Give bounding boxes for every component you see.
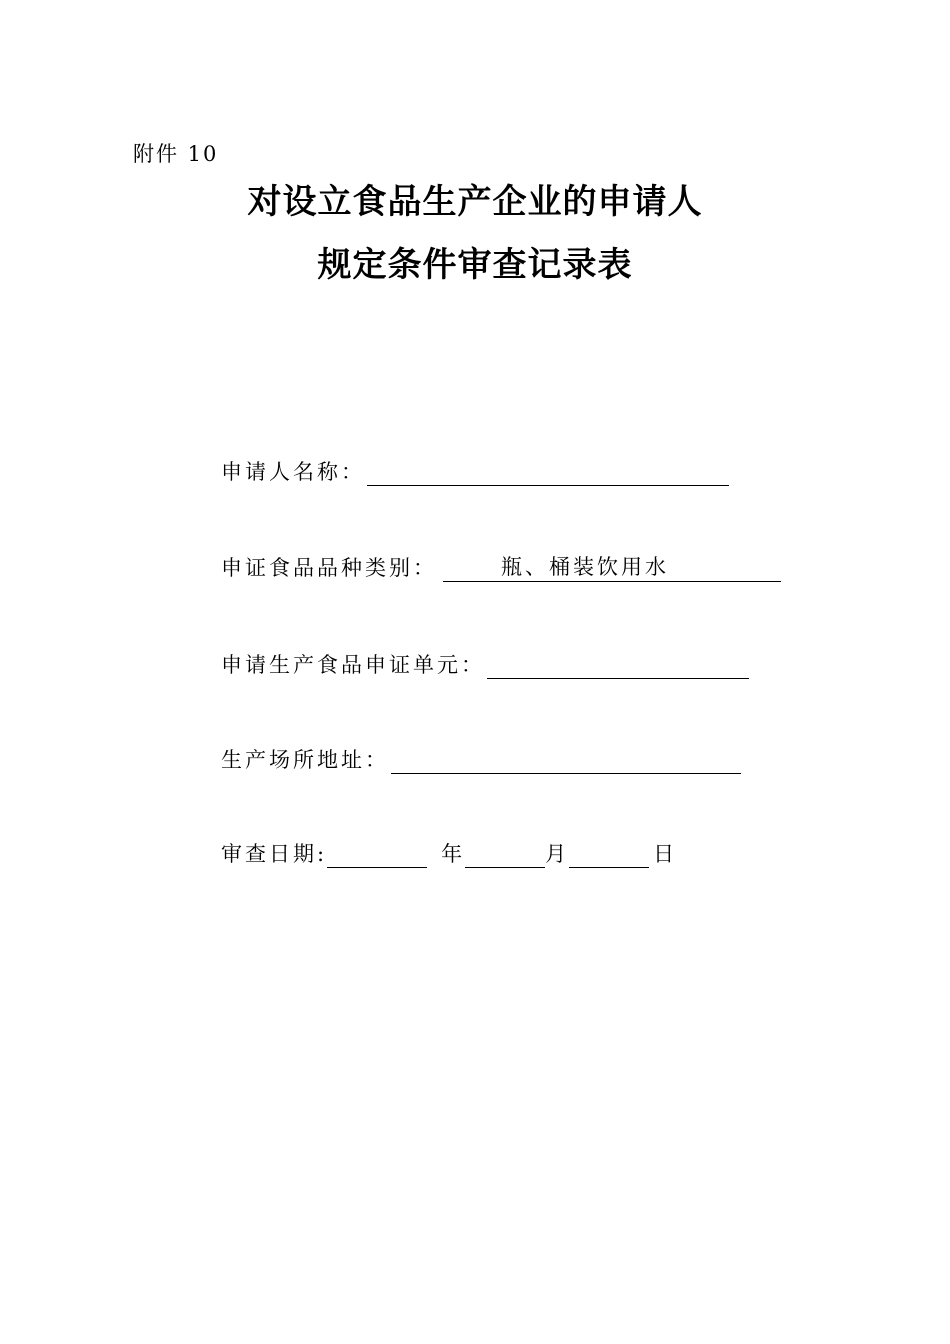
address-field[interactable]	[391, 747, 741, 774]
food-category-field[interactable]	[443, 555, 781, 582]
address-label: 生产场所地址：	[221, 748, 389, 772]
applicant-name-label: 申请人名称：	[221, 460, 365, 484]
review-year-label: 年	[441, 842, 466, 866]
review-month-field[interactable]	[465, 841, 545, 868]
document-title-line-2: 规定条件审查记录表	[317, 245, 633, 285]
food-unit-row	[221, 647, 749, 679]
review-day-label: 日	[653, 842, 678, 866]
food-unit-label: 申请生产食品申证单元：	[221, 653, 485, 677]
applicant-name-row	[221, 454, 729, 486]
review-date-row	[221, 836, 677, 868]
food-category-row	[221, 550, 781, 582]
attachment-label: 附件 10	[133, 142, 219, 166]
review-year-field[interactable]	[327, 841, 427, 868]
review-date-label: 审查日期:	[221, 842, 328, 866]
food-category-label: 申证食品品种类别：	[221, 556, 437, 580]
food-category-value: 瓶、桶装饮用水	[501, 555, 669, 579]
review-month-label: 月	[545, 842, 570, 866]
food-unit-field[interactable]	[487, 652, 749, 679]
review-day-field[interactable]	[569, 841, 649, 868]
document-title-line-1: 对设立食品生产企业的申请人	[247, 182, 703, 222]
address-row	[221, 742, 741, 774]
applicant-name-field[interactable]	[367, 459, 729, 486]
